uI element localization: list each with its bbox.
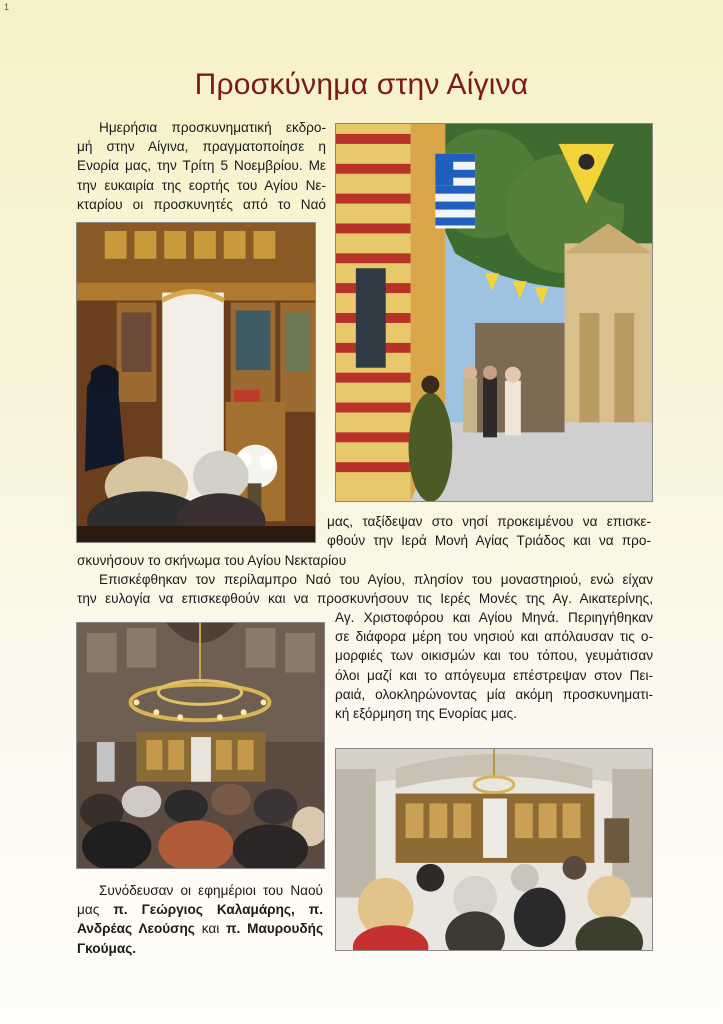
priest-name-text: π. Μαυρουδής [226, 921, 324, 937]
text-line: σκυνήσουν το σκήνωμα του Αγίου Νεκταρίου [77, 553, 347, 568]
closing-paragraph [77, 881, 323, 958]
text-line: Αγ. Χριστοφόρου και Αγίου Μηνά. Περιηγήθηκαν [335, 610, 653, 625]
photo-iconostasis-nun [76, 222, 316, 543]
page-title: Προσκύνημα στην Αίγινα [194, 68, 529, 101]
text-fragment: μας [77, 902, 100, 918]
text-line: φθούν την Ιερά Μονή Αγίας Τριάδος και να προ- [327, 533, 651, 549]
priest-name-text: Γκούμας. [77, 940, 137, 956]
text-line: Ενορία μας, την Τρίτη 5 Νοεμβρίου. Με [77, 158, 326, 174]
priest-name-text: Ανδρέας Λεούσης [77, 921, 195, 937]
text-line: μας, ταξίδεψαν στο νησί προκειμένου να επισκε- [327, 514, 651, 529]
body-paragraph-continued [327, 512, 651, 550]
text-line: μορφιές των οικισμών και του τόπου, γευμάτισαν [335, 648, 653, 664]
text-line: την ευκαιρία της εορτής του Αγίου Νε- [77, 177, 326, 193]
page-corner-mark: 1 [4, 2, 10, 12]
itinerary-paragraph [335, 608, 653, 723]
photo-monastery-courtyard [335, 123, 653, 502]
text-line [77, 919, 323, 938]
text-line [77, 900, 323, 919]
text-line [77, 939, 323, 958]
visit-paragraph [77, 570, 653, 608]
text-line: σε διάφορα μέρη του νησιού και απόλαυσαν τις ο- [335, 629, 653, 645]
text-line: μή στην Αίγινα, πραγματοποίησε η [77, 139, 326, 155]
priest-name-text: π. Γεώργιος Καλαμάρης, π. [113, 902, 323, 918]
photo-church-interior-chandelier [76, 622, 325, 869]
text-line: Ημερήσια προσκυνηματική εκδρο- [99, 120, 326, 135]
text-fragment: και [201, 921, 220, 937]
text-line: κταρίου οι προσκυνητές από το Ναό [77, 196, 326, 212]
text-line: όλοι μαζί και το απόγευμα επέστρεψαν στον Πει- [335, 667, 653, 683]
text-line: Επισκέφθηκαν τον περίλαμπρο Ναό του Αγίου, πλησίον του μοναστηριού, ενώ είχαν [99, 572, 653, 587]
text-line: Συνόδευσαν οι εφημέριοι του Ναού [99, 883, 323, 898]
text-line: κή εξόρμηση της Ενορίας μας. [335, 705, 517, 721]
photo-church-congregation [335, 748, 653, 951]
intro-paragraph [77, 118, 326, 214]
body-paragraph-end [77, 551, 653, 570]
text-line: ραιά, ολοκληρώνοντας μία ακόμη προσκυνηματι- [335, 686, 653, 702]
text-line: την ευλογία να επισκεφθούν και να προσκυνήσουν τις Ιερές Μονές της Αγ. Αικατερίνης, [77, 591, 653, 607]
